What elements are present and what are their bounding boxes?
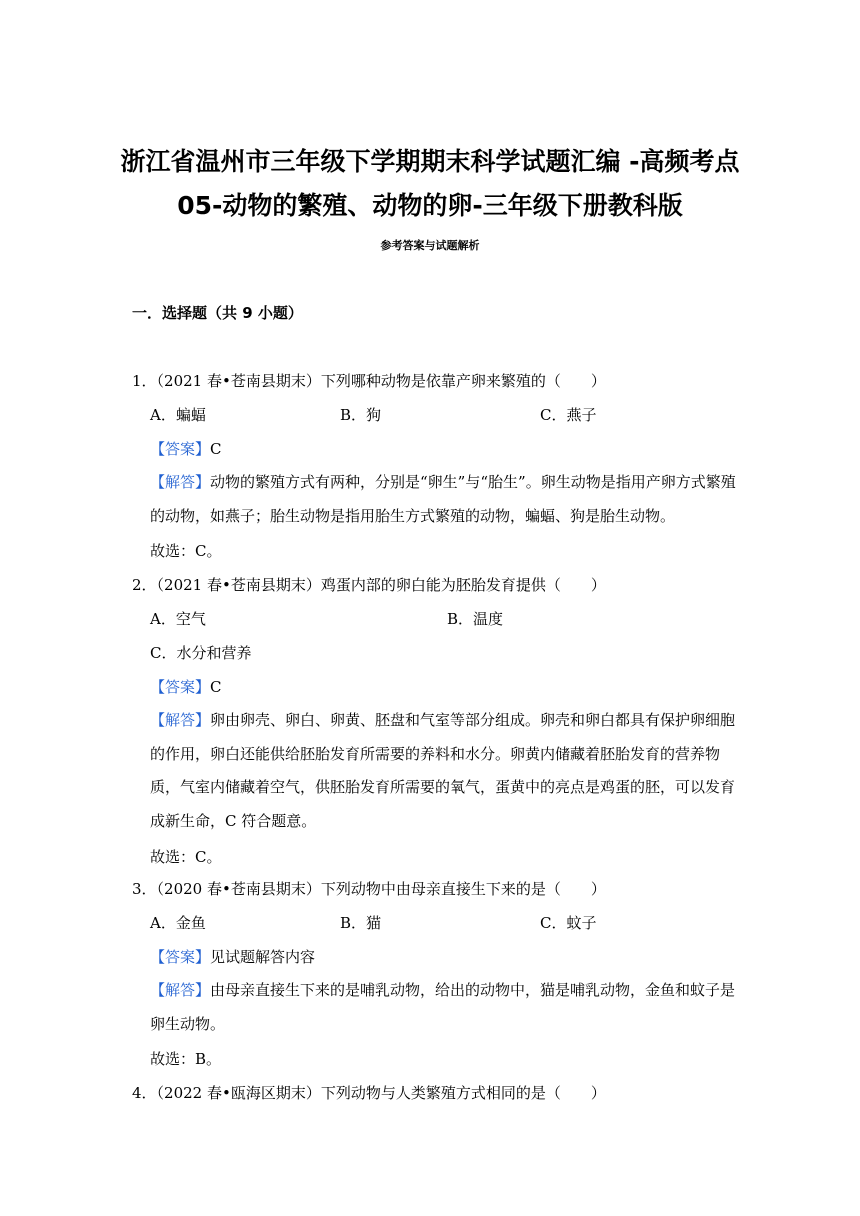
question-1-analysis [150, 466, 740, 533]
question-1-answer [150, 439, 222, 459]
answer-tag: 【答案】 [150, 678, 211, 696]
question-3-conclusion: 故选：B。 [150, 1050, 222, 1068]
analysis-text: 卵由卵壳、卵白、卵黄、胚盘和气室等部分组成。卵壳和卵白都具有保护卵细胞的作用，卵白还能供给胚胎发育所需要的养料和水分。卵黄内储藏着胚胎发育的营养物质，气室内储藏着空气，供胚胎发育所需要的氧气，蛋黄中的亮点是鸡蛋的胚，可以发育成新生命，C 符合题意。 [150, 711, 736, 830]
question-1-option-a: A．蝙蝠 [150, 406, 206, 424]
question-2-stem: 2．（2021 春•苍南县期末）鸡蛋内部的卵白能为胚胎发育提供（ ） [132, 576, 606, 594]
analysis-text: 动物的繁殖方式有两种，分别是“卵生”与“胎生”。卵生动物是指用产卵方式繁殖的动物，如燕子；胎生动物是指用胎生方式繁殖的动物，蝙蝠、狗是胎生动物。 [150, 473, 736, 525]
analysis-text: 由母亲直接生下来的是哺乳动物，给出的动物中，猫是哺乳动物，金鱼和蚊子是卵生动物。 [150, 981, 736, 1033]
question-2-conclusion: 故选：C。 [150, 848, 222, 866]
question-2-option-b: B．温度 [447, 610, 504, 628]
question-2-answer [150, 677, 222, 697]
answer-value: C [210, 440, 222, 458]
question-3-option-c: C．蚊子 [540, 914, 597, 932]
question-2-option-c: C．水分和营养 [150, 644, 252, 662]
page-title: 浙江省温州市三年级下学期期末科学试题汇编 -高频考点 05-动物的繁殖、动物的卵-三年级下册教科版 [120, 147, 740, 220]
question-1-conclusion: 故选：C。 [150, 542, 222, 560]
section-heading: 一．选择题（共 9 小题） [132, 304, 303, 322]
question-3-stem: 3．（2020 春•苍南县期末）下列动物中由母亲直接生下来的是（ ） [132, 880, 606, 898]
question-3-option-b: B．猫 [340, 914, 382, 932]
question-2-option-a: A．空气 [150, 610, 206, 628]
question-4-stem: 4．（2022 春•瓯海区期末）下列动物与人类繁殖方式相同的是（ ） [132, 1084, 606, 1102]
answer-tag: 【答案】 [150, 440, 211, 458]
question-1-option-b: B．狗 [340, 406, 382, 424]
answer-value: 见试题解答内容 [210, 948, 316, 966]
question-1-option-c: C．燕子 [540, 406, 597, 424]
question-1-stem: 1．（2021 春•苍南县期末）下列哪种动物是依靠产卵来繁殖的（ ） [132, 372, 606, 390]
answer-value: C [210, 678, 222, 696]
question-3-analysis [150, 974, 740, 1041]
analysis-tag: 【解答】 [150, 711, 211, 729]
answer-tag: 【答案】 [150, 948, 211, 966]
question-3-answer [150, 947, 315, 967]
question-3-option-a: A．金鱼 [150, 914, 206, 932]
question-2-analysis [150, 704, 740, 838]
analysis-tag: 【解答】 [150, 981, 211, 999]
analysis-tag: 【解答】 [150, 473, 211, 491]
page-subtitle: 参考答案与试题解析 [380, 239, 480, 252]
